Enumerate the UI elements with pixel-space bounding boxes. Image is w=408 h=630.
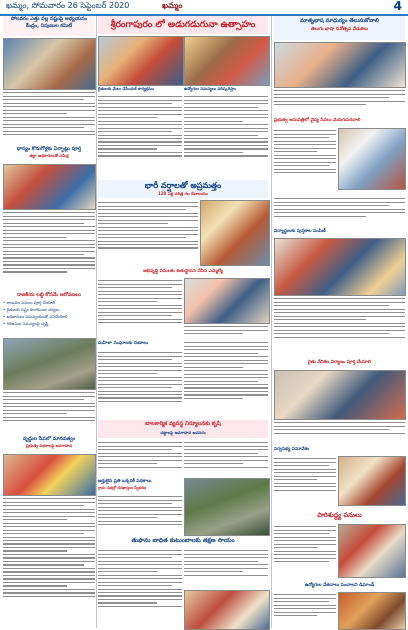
middle-heading-2-box xyxy=(98,180,268,198)
news-photo xyxy=(184,478,270,536)
news-photo xyxy=(274,370,406,420)
right-h4-title: రైతు వేదికల నిర్మాణం పూర్తి చేయాలి xyxy=(308,360,371,365)
left-h2-title: ధాన్యం కొనుగోళ్లకు ఏర్పాట్లు పూర్తి xyxy=(16,146,82,152)
article-text xyxy=(98,200,198,266)
news-photo xyxy=(3,164,96,210)
middle-h6-title: అర్హులైన ప్రతి ఒక్కరికీ పథకాలు xyxy=(98,479,152,484)
middle-h7-title: తుఫాను బాధిత కుటుంబాలకు తక్షణ సాయం xyxy=(131,537,235,544)
middle-h2-subtitle: 120 ఏళ్ల చరిత్ర గల దేవాలయం xyxy=(157,191,209,196)
right-h7-title: ఉద్యోగుల వేతనాలు పెంచాలని డిమాండ్ xyxy=(304,583,375,588)
article-text xyxy=(274,88,405,114)
middle-pair-heading-2 xyxy=(184,86,268,92)
article-text xyxy=(98,548,182,628)
middle-h5-title: బాలకార్మిక వ్యవస్థ నిర్మూలనకు కృషి xyxy=(145,421,221,427)
page-number: 4 xyxy=(393,0,402,13)
column-divider xyxy=(96,16,97,628)
article-text xyxy=(274,592,336,628)
middle-h5-subtitle: చట్టాలపై అవగాహన అవసరం xyxy=(160,430,206,435)
right-heading-5 xyxy=(274,446,405,454)
news-photo xyxy=(338,524,406,578)
article-text xyxy=(274,296,405,356)
right-h5-title: సర్వసభ్య సమావేశం xyxy=(274,447,310,452)
middle-heading-7 xyxy=(98,536,268,546)
right-h2-title: ప్రభుత్వ ఆసుపత్రిలో వైద్య సేవలు మెరుగుపరచాలి xyxy=(274,118,361,123)
news-photo xyxy=(98,36,184,86)
article-text xyxy=(274,128,336,194)
right-heading-2 xyxy=(274,116,405,126)
middle-h6-subtitle: గ్రామ సభల్లో దరఖాస్తుల స్వీకరణ xyxy=(98,485,147,490)
article-text xyxy=(184,440,268,476)
left-heading-4 xyxy=(3,436,95,452)
middle-heading-4 xyxy=(98,340,182,348)
right-heading-3 xyxy=(274,228,405,236)
left-banner xyxy=(3,16,95,36)
news-photo xyxy=(338,128,406,190)
right-h1-subtitle: తెలుగు భాషా దినోత్సవ వేడుకలు xyxy=(311,27,368,32)
masthead-date: ఖమ్మం, సోమవారం 26 సెప్టెంబర్ 2020 xyxy=(6,1,130,10)
news-photo xyxy=(184,590,270,630)
left-banner-subtitle: కేంద్రం, నిపుణుల కమిటీ xyxy=(25,23,73,29)
article-text xyxy=(3,210,95,290)
middle-pair-heading-1 xyxy=(98,86,182,92)
column-divider xyxy=(271,16,272,628)
news-photo xyxy=(200,200,270,266)
news-photo xyxy=(338,592,406,630)
bullet-item: • అధికారులు సమన్వయంతో పనిచేయాలి xyxy=(3,314,68,319)
right-heading-6 xyxy=(274,508,405,522)
article-text xyxy=(98,494,182,534)
middle-h4-title: మహిళా సంఘాలకు రుణాలు xyxy=(98,341,149,346)
bullet-item: • కాలువల పనులు పూర్తి చేయాలి xyxy=(3,300,56,305)
left-h3-title: రాజకీయ లబ్ధి కోసమే ఆరోపణలు xyxy=(17,292,81,298)
news-photo xyxy=(3,338,96,390)
right-h6-title: పారిశుద్ధ్య పనులు xyxy=(317,511,362,519)
right-heading-4 xyxy=(274,358,405,368)
left-h4-title: వృద్ధుల సేవలో మానవత్వం xyxy=(22,436,76,442)
left-heading-2 xyxy=(3,146,95,162)
article-text xyxy=(184,94,268,178)
left-h4-subtitle: ప్రభుత్వ పథకాలపై అవగాహన xyxy=(25,443,73,448)
middle-heading-3 xyxy=(98,268,268,276)
article-text xyxy=(3,390,95,434)
article-text xyxy=(274,196,405,226)
right-heading-7 xyxy=(274,582,405,590)
article-text xyxy=(98,350,182,418)
article-text xyxy=(274,420,405,444)
bullet-item: • గిరిజనుల సమస్యలపై దృష్టి xyxy=(3,321,49,326)
middle-main-heading-box xyxy=(98,16,268,34)
news-photo xyxy=(274,238,406,296)
news-photo xyxy=(184,278,270,324)
news-photo xyxy=(274,42,406,88)
article-text xyxy=(98,440,182,476)
middle-main-heading: శ్రీరంగాపురం లో అడుగడుగునా ఉత్సాహం xyxy=(110,20,256,30)
article-text xyxy=(274,456,336,506)
masthead-brand: ఖమ్మం xyxy=(162,1,183,10)
article-text xyxy=(98,278,182,338)
pair-heading: రైతులకు మేలు చేసేందుకే కార్యక్రమం xyxy=(98,86,154,91)
middle-h3-title: అభివృద్ధి పనులకు శంకుస్థాపన చేసిన ఎమ్మెల్యే xyxy=(143,269,223,274)
middle-heading-6 xyxy=(98,478,182,492)
right-h3-title: విద్యార్థులకు పుస్తకాల పంపిణీ xyxy=(274,229,326,234)
middle-h2-title: భారీ వర్షాలతో అప్రమత్తం xyxy=(144,181,222,190)
article-text xyxy=(3,90,95,146)
right-heading-1-box xyxy=(274,16,405,40)
article-text xyxy=(98,94,182,178)
news-photo xyxy=(3,454,96,496)
bullet-item: • రైతులకు నష్టం కలగకుండా చర్యలు xyxy=(3,307,60,312)
news-photo xyxy=(184,36,270,86)
article-text xyxy=(3,496,95,628)
news-photo xyxy=(338,456,406,506)
middle-heading-5-box xyxy=(98,420,268,438)
pair-heading: ఉద్యోగుల సమస్యలు పరిష్కరిస్తాం xyxy=(184,86,237,91)
article-text xyxy=(184,548,268,588)
article-text xyxy=(274,524,336,580)
right-h1-title: మాతృభాష మాధుర్యం తెలుసుకోవాలి xyxy=(300,18,379,24)
left-bullets-box xyxy=(3,292,95,336)
masthead xyxy=(0,0,408,16)
news-photo xyxy=(3,38,96,90)
article-text xyxy=(184,324,268,338)
left-banner-title: పోలవరం ఎత్తు వల్ల నష్టంపై అధ్యయనం xyxy=(10,16,88,22)
left-h2-subtitle: జిల్లా అధికారులతో సమీక్ష xyxy=(29,153,69,158)
article-text xyxy=(184,340,268,418)
